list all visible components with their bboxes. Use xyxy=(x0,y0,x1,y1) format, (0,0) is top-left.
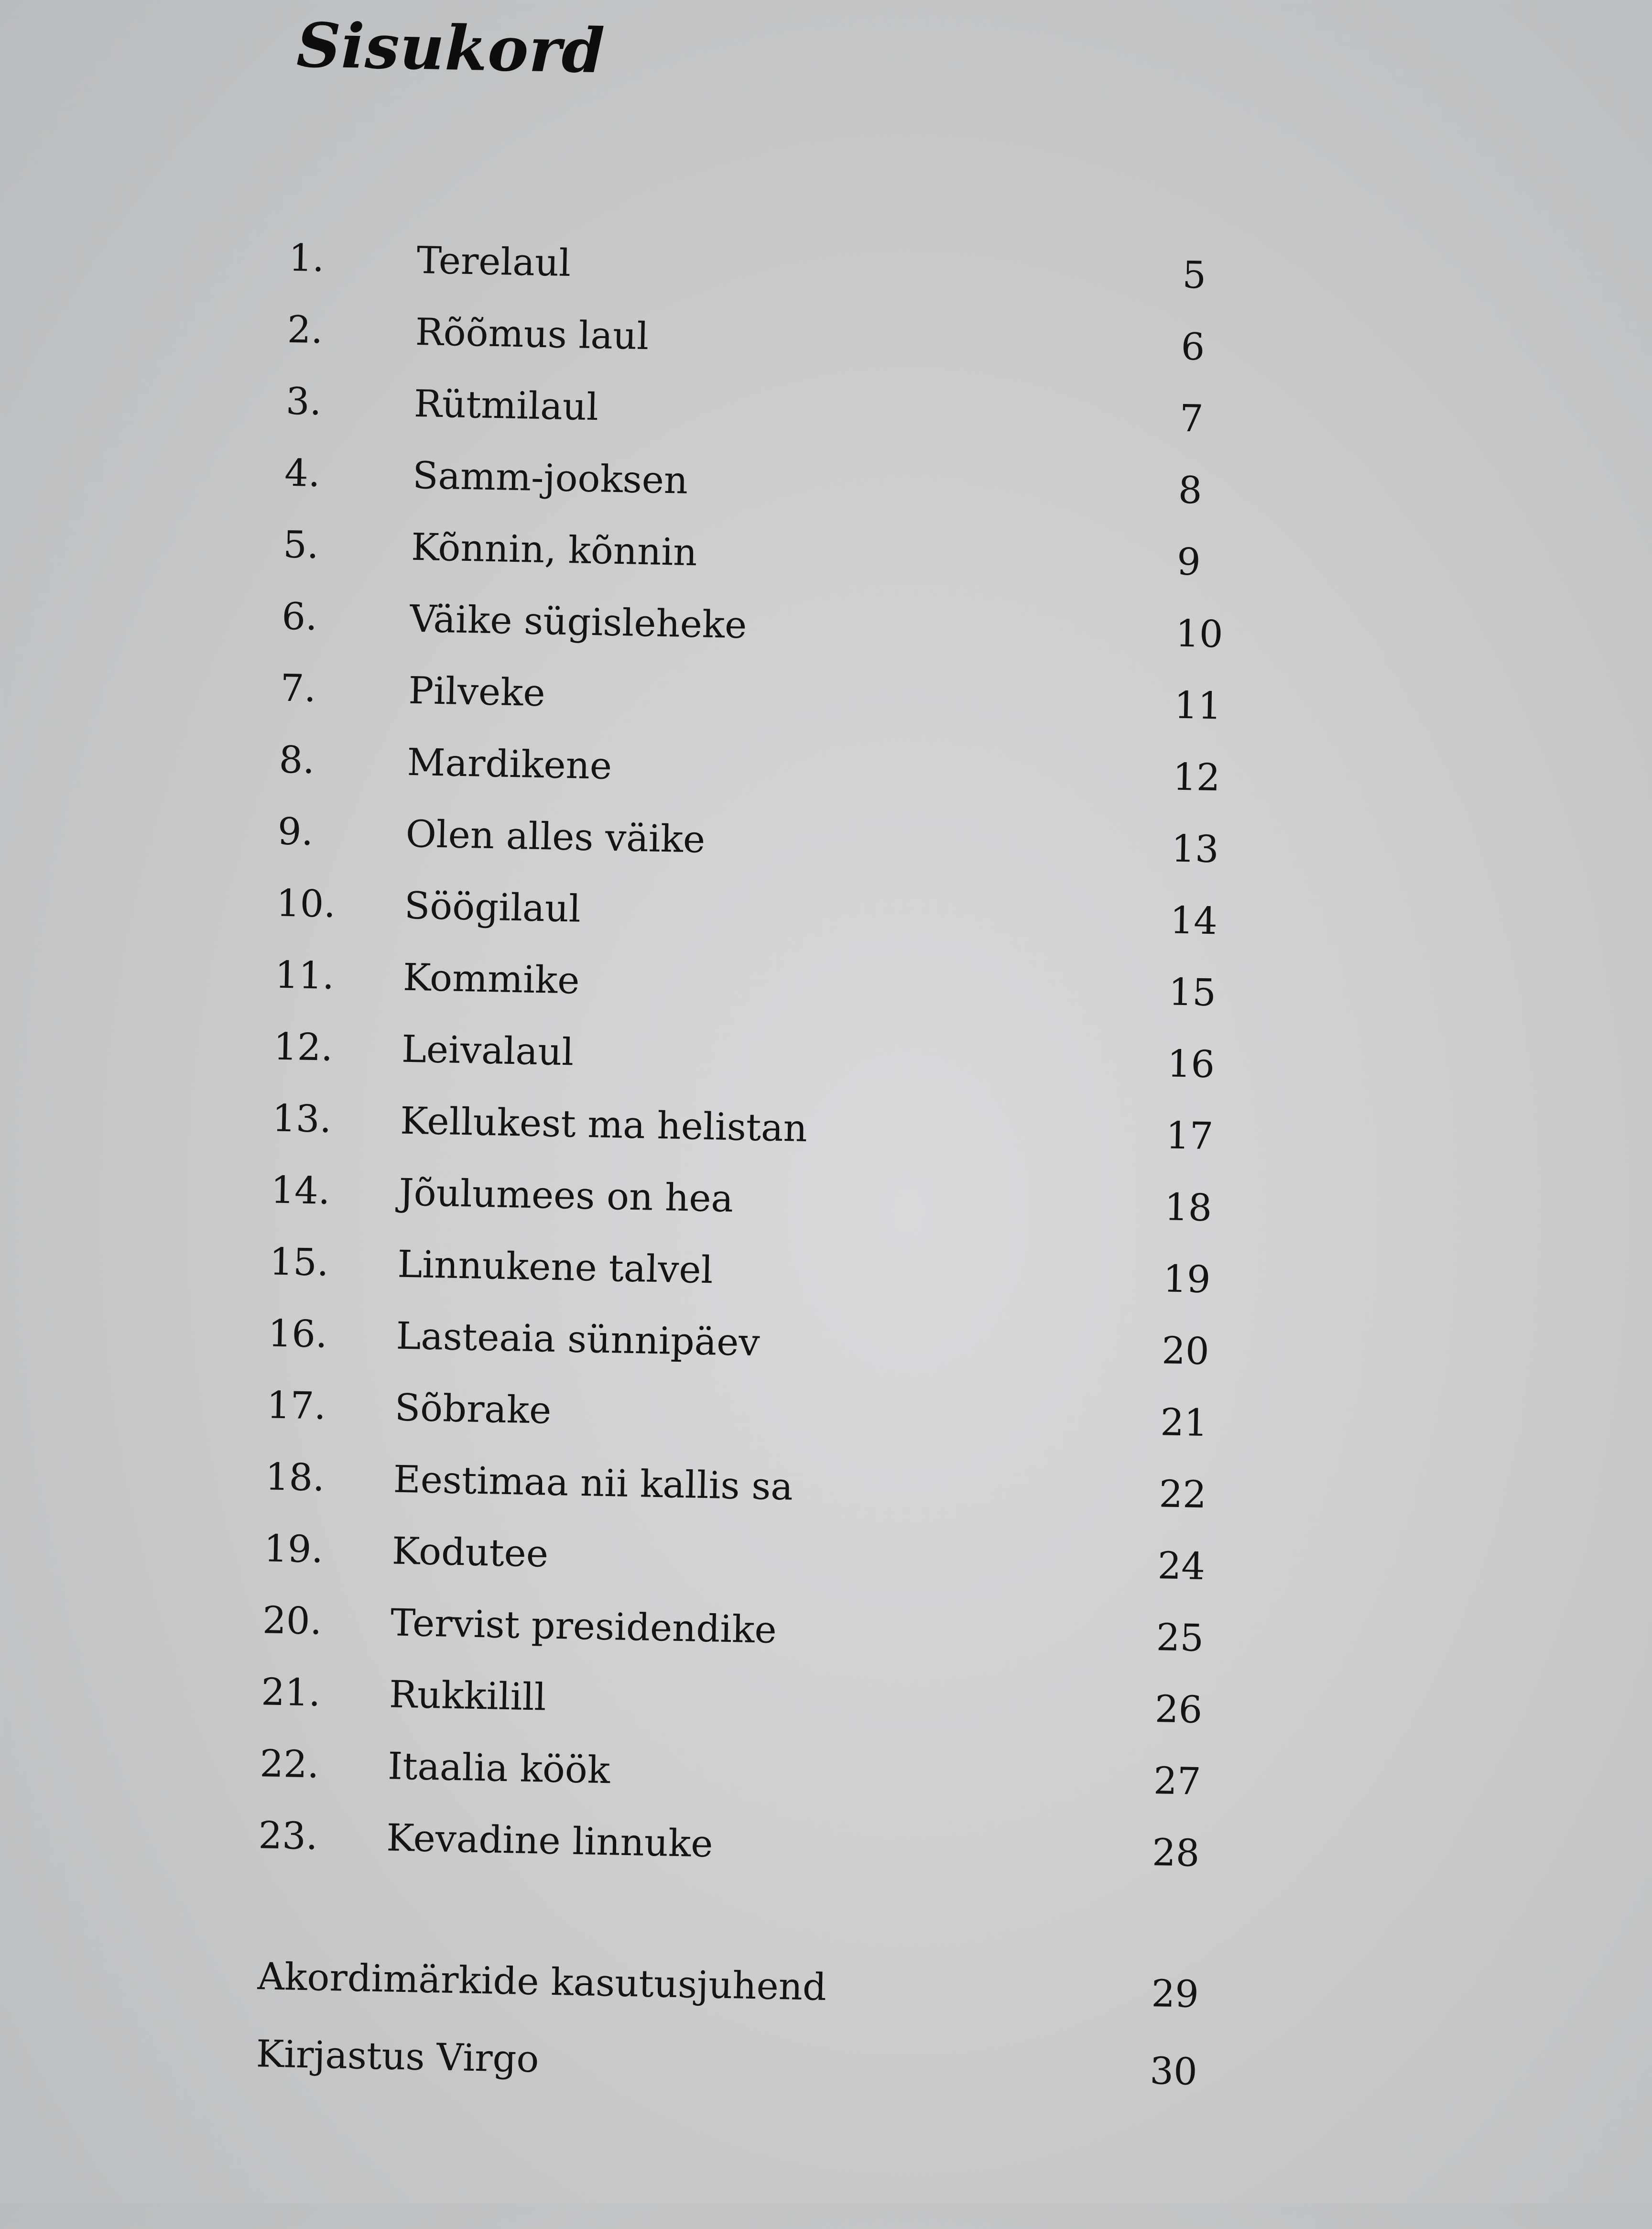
entry-title: Linnukene talvel xyxy=(397,1243,714,1292)
entry-number: 3. xyxy=(285,380,322,424)
entry-title: Terelaul xyxy=(416,239,571,285)
entry-page-number: 13 xyxy=(1171,827,1219,872)
entry-title: Rõõmus laul xyxy=(415,310,650,359)
appendix-list xyxy=(255,1950,1262,2124)
entry-number: 8. xyxy=(278,738,315,782)
entry-number: 20. xyxy=(262,1599,323,1643)
entry-number: 16. xyxy=(267,1312,328,1356)
entry-number: 1. xyxy=(288,236,325,281)
entry-number: 2. xyxy=(287,308,324,352)
appendix-title: Akordimärkide kasutusjuhend xyxy=(257,1955,827,2010)
entry-title: Söögilaul xyxy=(404,884,581,931)
entry-page-number: 27 xyxy=(1153,1759,1202,1803)
entry-number: 12. xyxy=(273,1025,334,1070)
entry-page-number: 20 xyxy=(1161,1329,1210,1374)
entry-number: 9. xyxy=(277,810,314,854)
entry-title: Rukkilill xyxy=(389,1673,547,1719)
entry-title: Mardikene xyxy=(406,741,612,788)
entry-title: Jõulumees on hea xyxy=(398,1171,734,1221)
entry-page-number: 14 xyxy=(1169,899,1218,943)
entry-number: 23. xyxy=(258,1814,318,1858)
entry-page-number: 8 xyxy=(1178,469,1203,513)
entry-page-number: 19 xyxy=(1163,1257,1211,1302)
entry-number: 14. xyxy=(270,1169,331,1213)
entry-title: Sõbrake xyxy=(394,1386,552,1432)
entry-page-number: 16 xyxy=(1167,1042,1216,1087)
entry-page-number: 17 xyxy=(1165,1114,1214,1158)
entry-page-number: 28 xyxy=(1152,1831,1200,1875)
entry-number: 4. xyxy=(284,451,321,496)
page-title: Sisukord xyxy=(296,10,606,87)
entry-page-number: 6 xyxy=(1180,325,1206,369)
entry-page-number: 24 xyxy=(1157,1544,1206,1589)
entry-page-number: 12 xyxy=(1172,755,1221,800)
entry-page-number: 7 xyxy=(1179,397,1204,441)
entry-page-number: 22 xyxy=(1158,1473,1207,1517)
entry-page-number: 21 xyxy=(1160,1401,1208,1445)
entry-page-number: 9 xyxy=(1176,540,1201,584)
entry-number: 19. xyxy=(263,1527,324,1572)
entry-page-number: 5 xyxy=(1182,253,1207,297)
entry-title: Leivalaul xyxy=(401,1027,575,1074)
entry-title: Kõnnin, kõnnin xyxy=(411,525,698,575)
entry-number: 18. xyxy=(265,1455,325,1500)
entry-number: 21. xyxy=(261,1671,321,1715)
entry-title: Itaalia köök xyxy=(387,1745,611,1792)
entry-number: 10. xyxy=(276,882,336,926)
entry-title: Olen alles väike xyxy=(405,812,706,862)
table-of-contents xyxy=(258,232,1293,1901)
appendix-page-number: 30 xyxy=(1149,2050,1198,2094)
entry-title: Kellukest ma helistan xyxy=(400,1099,808,1150)
entry-title: Kodutee xyxy=(391,1530,549,1576)
entry-title: Samm-jooksen xyxy=(412,454,689,503)
entry-number: 22. xyxy=(259,1742,320,1787)
entry-title: Tervist presidendike xyxy=(390,1601,777,1652)
entry-number: 11. xyxy=(274,953,335,998)
entry-page-number: 11 xyxy=(1174,684,1222,728)
entry-title: Kommike xyxy=(402,956,580,1003)
entry-number: 13. xyxy=(272,1097,332,1141)
entry-title: Pilveke xyxy=(408,669,546,715)
entry-title: Rütmilaul xyxy=(413,382,599,429)
entry-page-number: 15 xyxy=(1168,971,1217,1015)
entry-number: 5. xyxy=(283,523,319,568)
appendix-page-number: 29 xyxy=(1151,1972,1199,2016)
entry-title: Lasteaia sünnipäev xyxy=(395,1314,761,1365)
entry-number: 15. xyxy=(269,1240,329,1285)
entry-number: 6. xyxy=(281,595,318,639)
entry-title: Eestimaa nii kallis sa xyxy=(393,1458,793,1509)
entry-page-number: 18 xyxy=(1164,1186,1213,1230)
entry-number: 7. xyxy=(280,667,316,711)
appendix-title: Kirjastus Virgo xyxy=(255,2032,540,2081)
entry-page-number: 25 xyxy=(1156,1616,1204,1661)
entry-title: Kevadine linnuke xyxy=(386,1816,714,1866)
entry-title: Väike sügisleheke xyxy=(409,597,748,647)
entry-number: 17. xyxy=(266,1384,326,1428)
entry-page-number: 10 xyxy=(1175,612,1224,656)
entry-page-number: 26 xyxy=(1154,1688,1203,1732)
